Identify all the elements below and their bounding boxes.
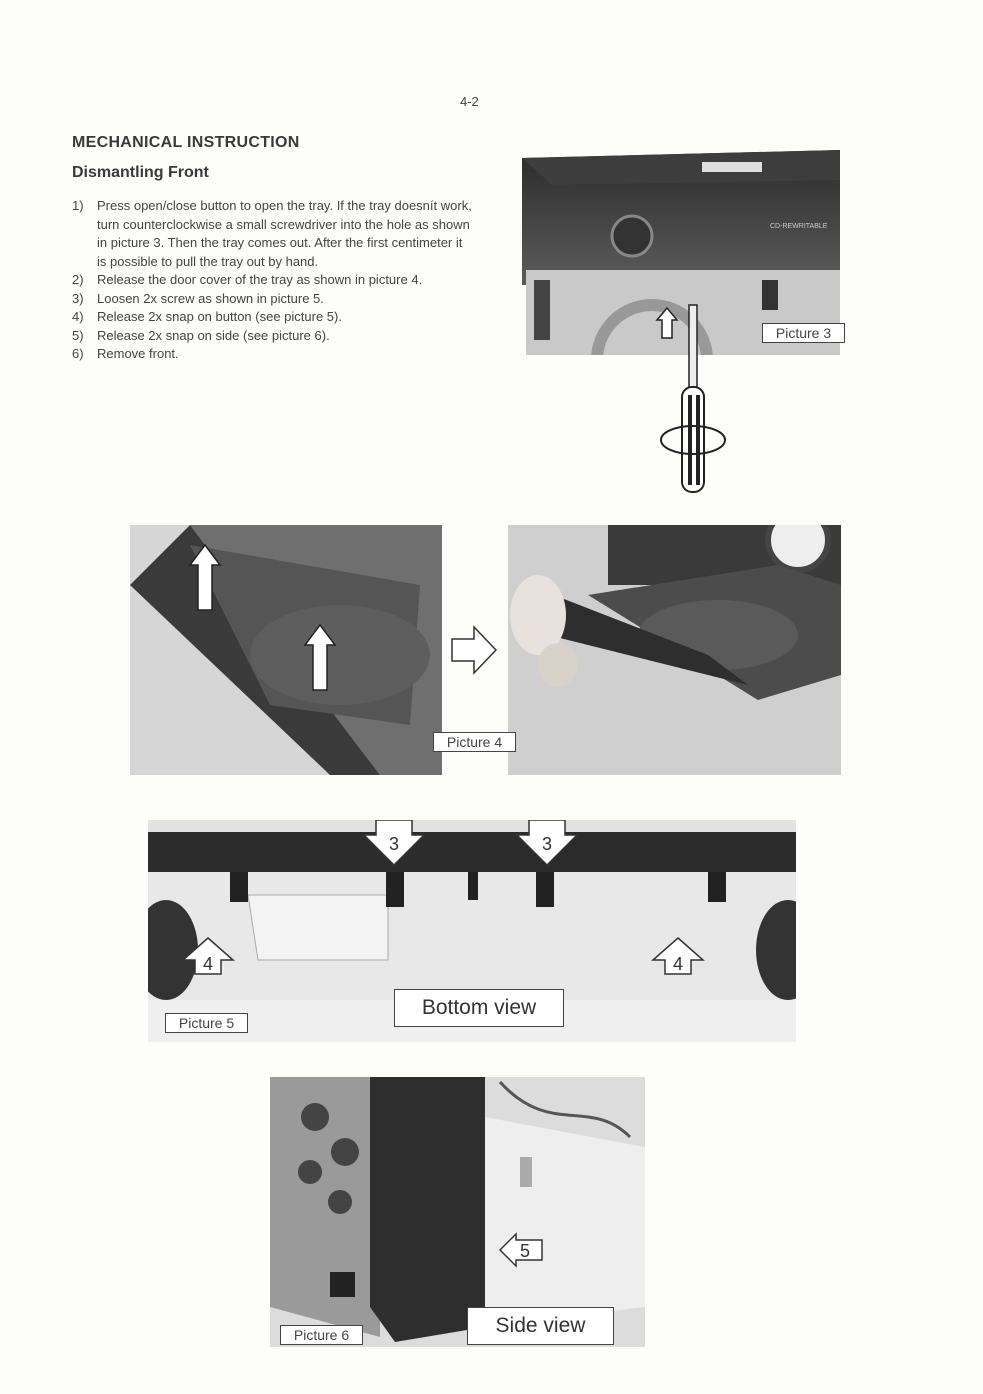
list-item: 4) Release 2x snap on button (see picture 5).: [72, 309, 342, 324]
instruction-steps: [72, 197, 472, 364]
picture-5-label: Picture 5: [165, 1013, 248, 1033]
picture-4-left: [130, 525, 442, 775]
marker-5: [498, 1232, 546, 1268]
list-item: 6) Remove front.: [72, 346, 179, 361]
list-item: 3) Loosen 2x screw as shown in picture 5.: [72, 290, 324, 306]
svg-text:5: 5: [519, 1241, 531, 1261]
svg-text:4: 4: [202, 954, 214, 974]
picture-6-label: Picture 6: [280, 1325, 363, 1345]
list-item: 5) Release 2x snap on side (see picture 6).: [72, 327, 330, 343]
section-title: MECHANICAL INSTRUCTION: [72, 134, 300, 151]
bottom-view-label: Bottom view: [394, 989, 564, 1027]
picture-3-label: Picture 3: [762, 323, 845, 343]
page-number: 4-2: [460, 94, 479, 109]
svg-text:4: 4: [672, 954, 684, 974]
screwdriver-icon: [689, 305, 697, 387]
subsection-title: Dismantling Front: [72, 164, 209, 181]
svg-text:3: 3: [388, 834, 400, 854]
device-text: CD-REWRITABLE: [770, 223, 828, 230]
svg-text:3: 3: [541, 834, 553, 854]
side-view-label: Side view: [467, 1307, 614, 1345]
list-item: 1) Press open/close button to open the tray. If the tray doesnít work, turn counterclockwise a small screwdriver into the hole as shown in picture 3. Then the tray comes out. After the first centimeter it is possible to pull the tray out by hand.: [72, 198, 472, 269]
picture-4-right: [508, 525, 841, 775]
picture-4-label: Picture 4: [433, 732, 516, 752]
list-item: 2) Release the door cover of the tray as shown in picture 4.: [72, 272, 423, 287]
arrow-right-icon: [448, 625, 500, 675]
